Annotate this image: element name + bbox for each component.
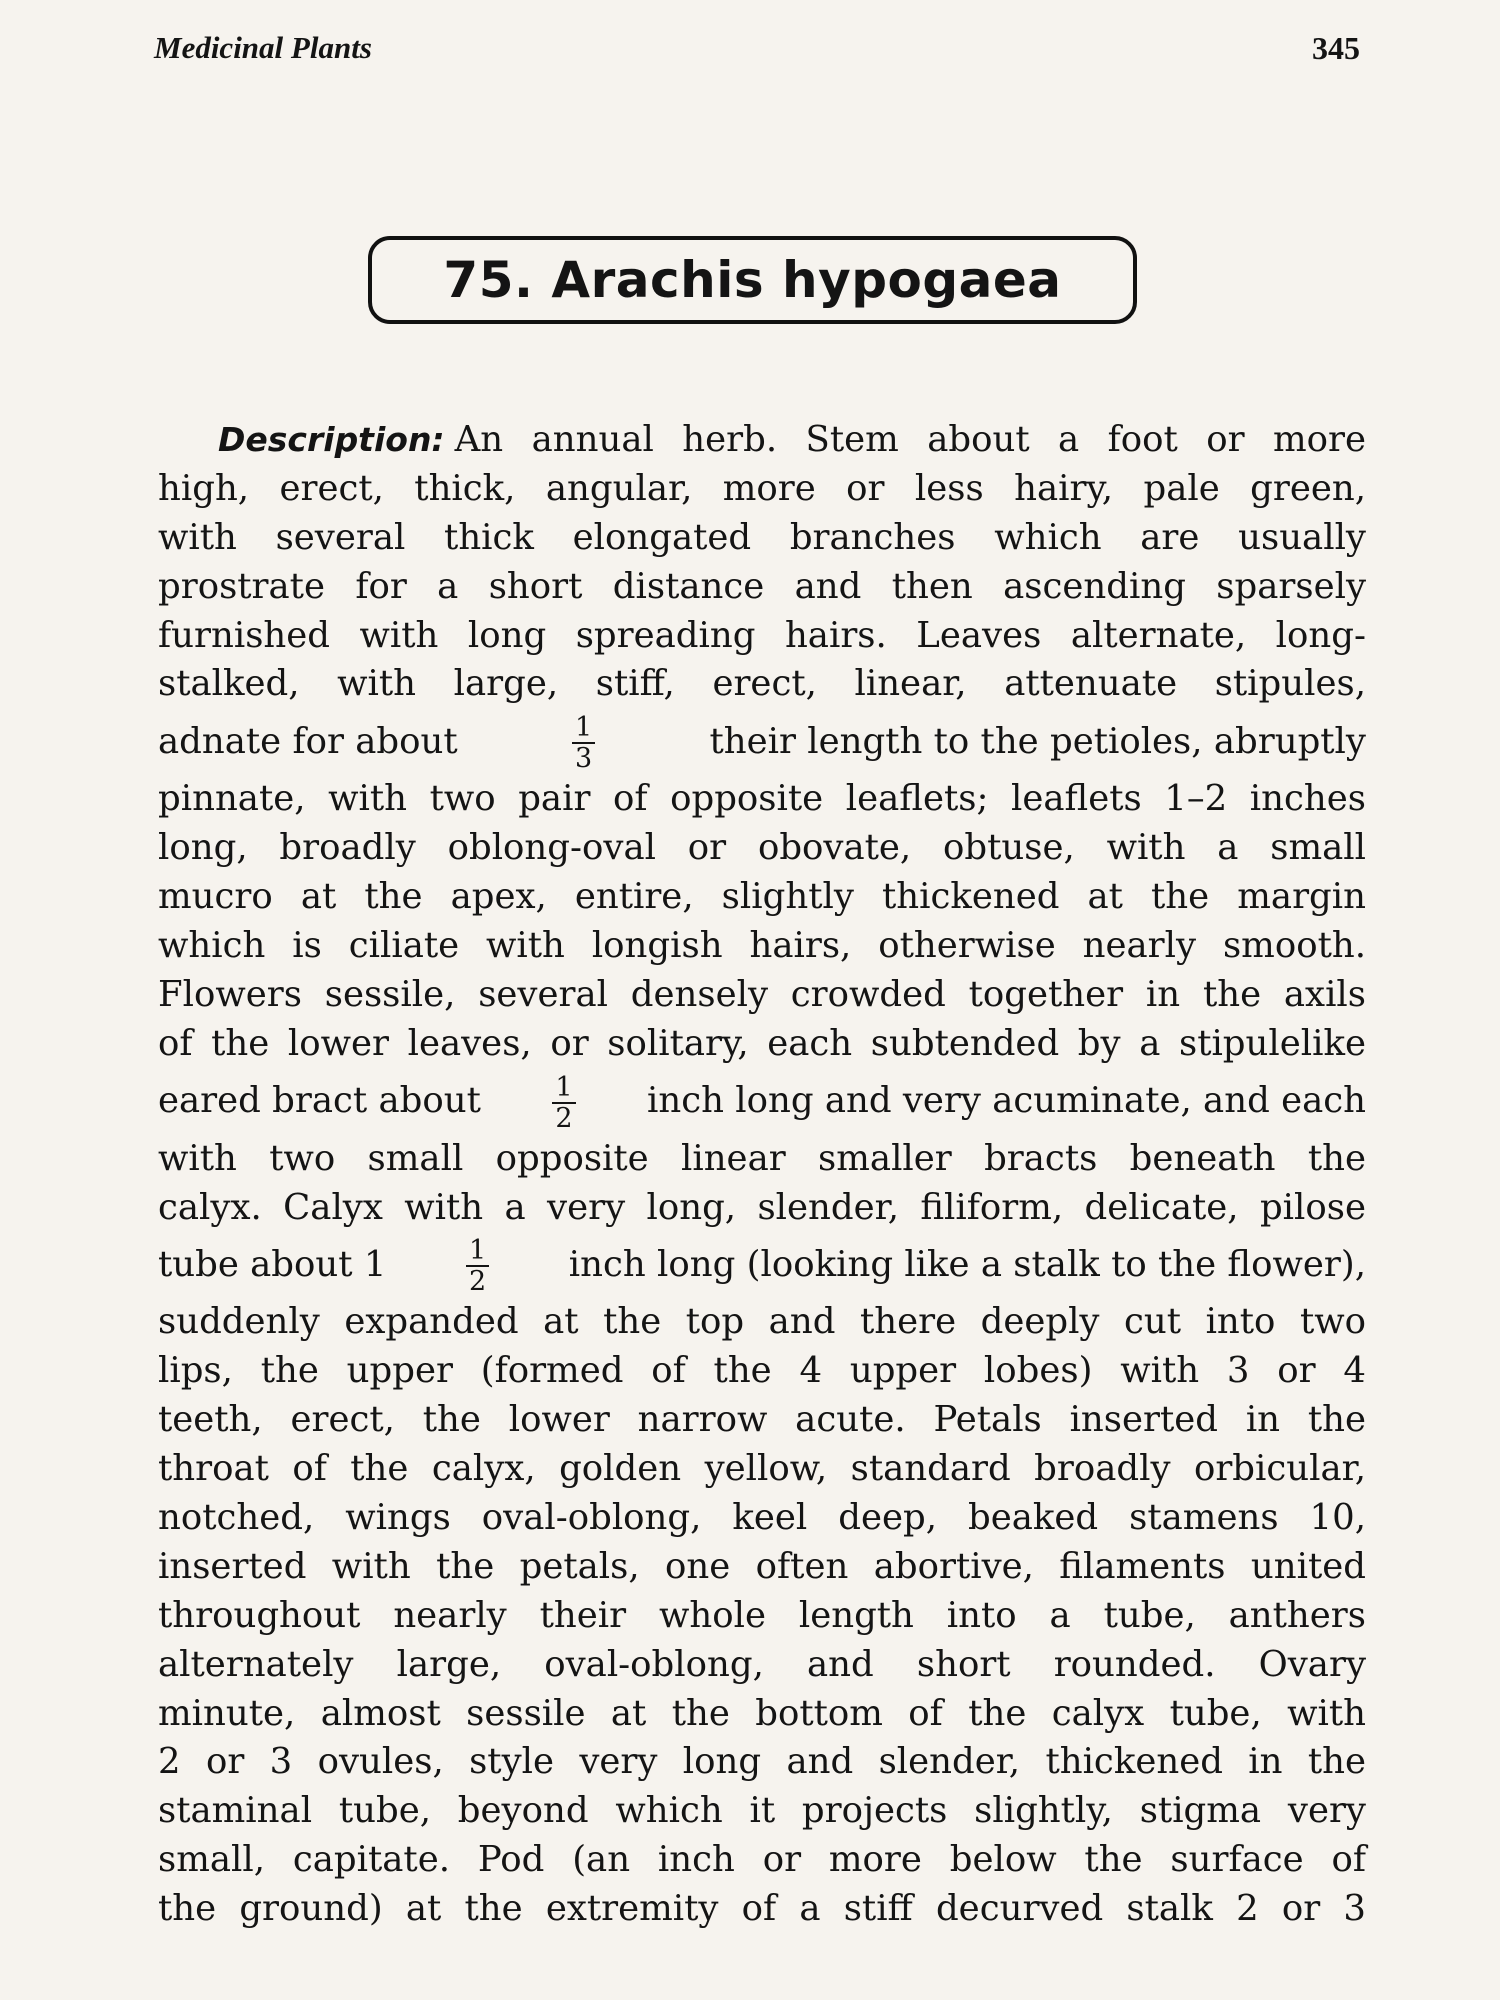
text-segment: eared bract about xyxy=(158,1080,481,1122)
section-title-box xyxy=(368,236,1137,324)
text-line-content: alternately large, oval-oblong, and short rounded. Ovary xyxy=(158,1643,1366,1685)
text-line-content: lips, the upper (formed of the 4 upper lobes) with 3 or 4 xyxy=(158,1350,1366,1392)
text-line-content: prostrate for a short distance and then ascending sparsely xyxy=(158,565,1366,607)
text-line-content: small, capitate. Pod (an inch or more below the surface of xyxy=(158,1839,1366,1881)
text-line-content: throughout nearly their whole length into a tube, anthers xyxy=(158,1594,1366,1636)
description-body xyxy=(158,416,1366,1934)
text-line-content: teeth, erect, the lower narrow acute. Petals inserted in the xyxy=(158,1399,1366,1441)
text-line-with-fraction xyxy=(158,1232,1366,1298)
page-header xyxy=(152,30,1360,70)
text-segment: inch long (looking like a stalk to the flower), xyxy=(568,1244,1366,1286)
text-line xyxy=(158,1543,1366,1592)
text-line xyxy=(158,775,1366,824)
fraction-numerator: 1 xyxy=(466,1237,489,1267)
text-line xyxy=(158,1020,1366,1069)
text-line xyxy=(158,514,1366,563)
fraction-numerator: 1 xyxy=(552,1074,575,1104)
fraction-denominator: 2 xyxy=(555,1102,573,1134)
text-line xyxy=(158,1690,1366,1739)
fraction-numerator: 1 xyxy=(572,714,595,744)
text-line-with-fraction xyxy=(158,709,1366,775)
fraction-denominator: 2 xyxy=(469,1266,487,1298)
fraction xyxy=(466,1235,489,1298)
text-line xyxy=(158,922,1366,971)
text-line-content: high, erect, thick, angular, more or less hairy, pale green, xyxy=(158,467,1366,509)
text-segment: adnate for about xyxy=(158,720,458,762)
text-line xyxy=(158,1445,1366,1494)
text-line-content: of the lower leaves, or solitary, each subtended by a stipulelike xyxy=(158,1022,1366,1064)
text-line xyxy=(158,563,1366,612)
text-line xyxy=(158,1836,1366,1885)
text-line-content: An annual herb. Stem about a foot or more xyxy=(454,419,1366,460)
text-line-content: suddenly expanded at the top and there deeply cut into two xyxy=(158,1301,1366,1343)
text-line-content: with two small opposite linear smaller bracts beneath the xyxy=(158,1137,1366,1179)
text-line xyxy=(158,971,1366,1020)
description-label: Description: xyxy=(218,420,445,459)
text-line-content: which is ciliate with longish hairs, otherwise nearly smooth. xyxy=(158,925,1366,967)
text-line xyxy=(158,660,1366,709)
text-line xyxy=(158,416,1366,465)
text-line-content: calyx. Calyx with a very long, slender, filiform, delicate, pilose xyxy=(158,1186,1366,1228)
text-segment: their length to the petioles, abruptly xyxy=(709,720,1366,762)
text-line-content: mucro at the apex, entire, slightly thickened at the margin xyxy=(158,876,1366,918)
text-line xyxy=(158,612,1366,661)
text-line xyxy=(158,1184,1366,1233)
text-line-content: the ground) at the extremity of a stiff decurved stalk 2 or 3 xyxy=(158,1888,1366,1930)
text-line-content: pinnate, with two pair of opposite leaflets; leaflets 1–2 inches xyxy=(158,778,1366,820)
text-line-content: throat of the calyx, golden yellow, standard broadly orbicular, xyxy=(158,1448,1366,1490)
fraction xyxy=(552,1071,575,1134)
text-line-content: inserted with the petals, one often abortive, filaments united xyxy=(158,1545,1366,1587)
text-line xyxy=(158,1787,1366,1836)
text-line-content: with several thick elongated branches which are usually xyxy=(158,516,1366,558)
text-line-content: long, broadly oblong-oval or obovate, obtuse, with a small xyxy=(158,827,1366,869)
text-line xyxy=(158,1135,1366,1184)
text-line xyxy=(158,1592,1366,1641)
text-line xyxy=(158,1641,1366,1690)
text-line xyxy=(158,1885,1366,1934)
text-segment: tube about 1 xyxy=(158,1244,387,1286)
text-line xyxy=(158,1396,1366,1445)
text-line xyxy=(158,873,1366,922)
page-number: 345 xyxy=(1312,30,1360,66)
text-segment: inch long and very acuminate, and each xyxy=(646,1080,1366,1122)
text-line-content: furnished with long spreading hairs. Leaves alternate, long- xyxy=(158,614,1366,656)
text-line-content: Flowers sessile, several densely crowded together in the axils xyxy=(158,973,1366,1015)
text-line-content: notched, wings oval-oblong, keel deep, beaked stamens 10, xyxy=(158,1497,1366,1539)
section-title: 75. Arachis hypogaea xyxy=(443,251,1062,309)
text-line xyxy=(158,465,1366,514)
text-line xyxy=(158,824,1366,873)
text-line-content: 2 or 3 ovules, style very long and slender, thickened in the xyxy=(158,1741,1366,1783)
text-line xyxy=(158,1298,1366,1347)
text-line xyxy=(158,1738,1366,1787)
text-line-content: stalked, with large, stiff, erect, linear, attenuate stipules, xyxy=(158,663,1366,705)
text-line xyxy=(158,1347,1366,1396)
fraction xyxy=(572,712,595,775)
running-title: Medicinal Plants xyxy=(154,30,372,65)
text-line-content: minute, almost sessile at the bottom of the calyx tube, with xyxy=(158,1692,1366,1734)
text-line xyxy=(158,1494,1366,1543)
text-line-content: staminal tube, beyond which it projects slightly, stigma very xyxy=(158,1790,1366,1832)
text-line-with-fraction xyxy=(158,1069,1366,1135)
fraction-denominator: 3 xyxy=(574,743,593,775)
